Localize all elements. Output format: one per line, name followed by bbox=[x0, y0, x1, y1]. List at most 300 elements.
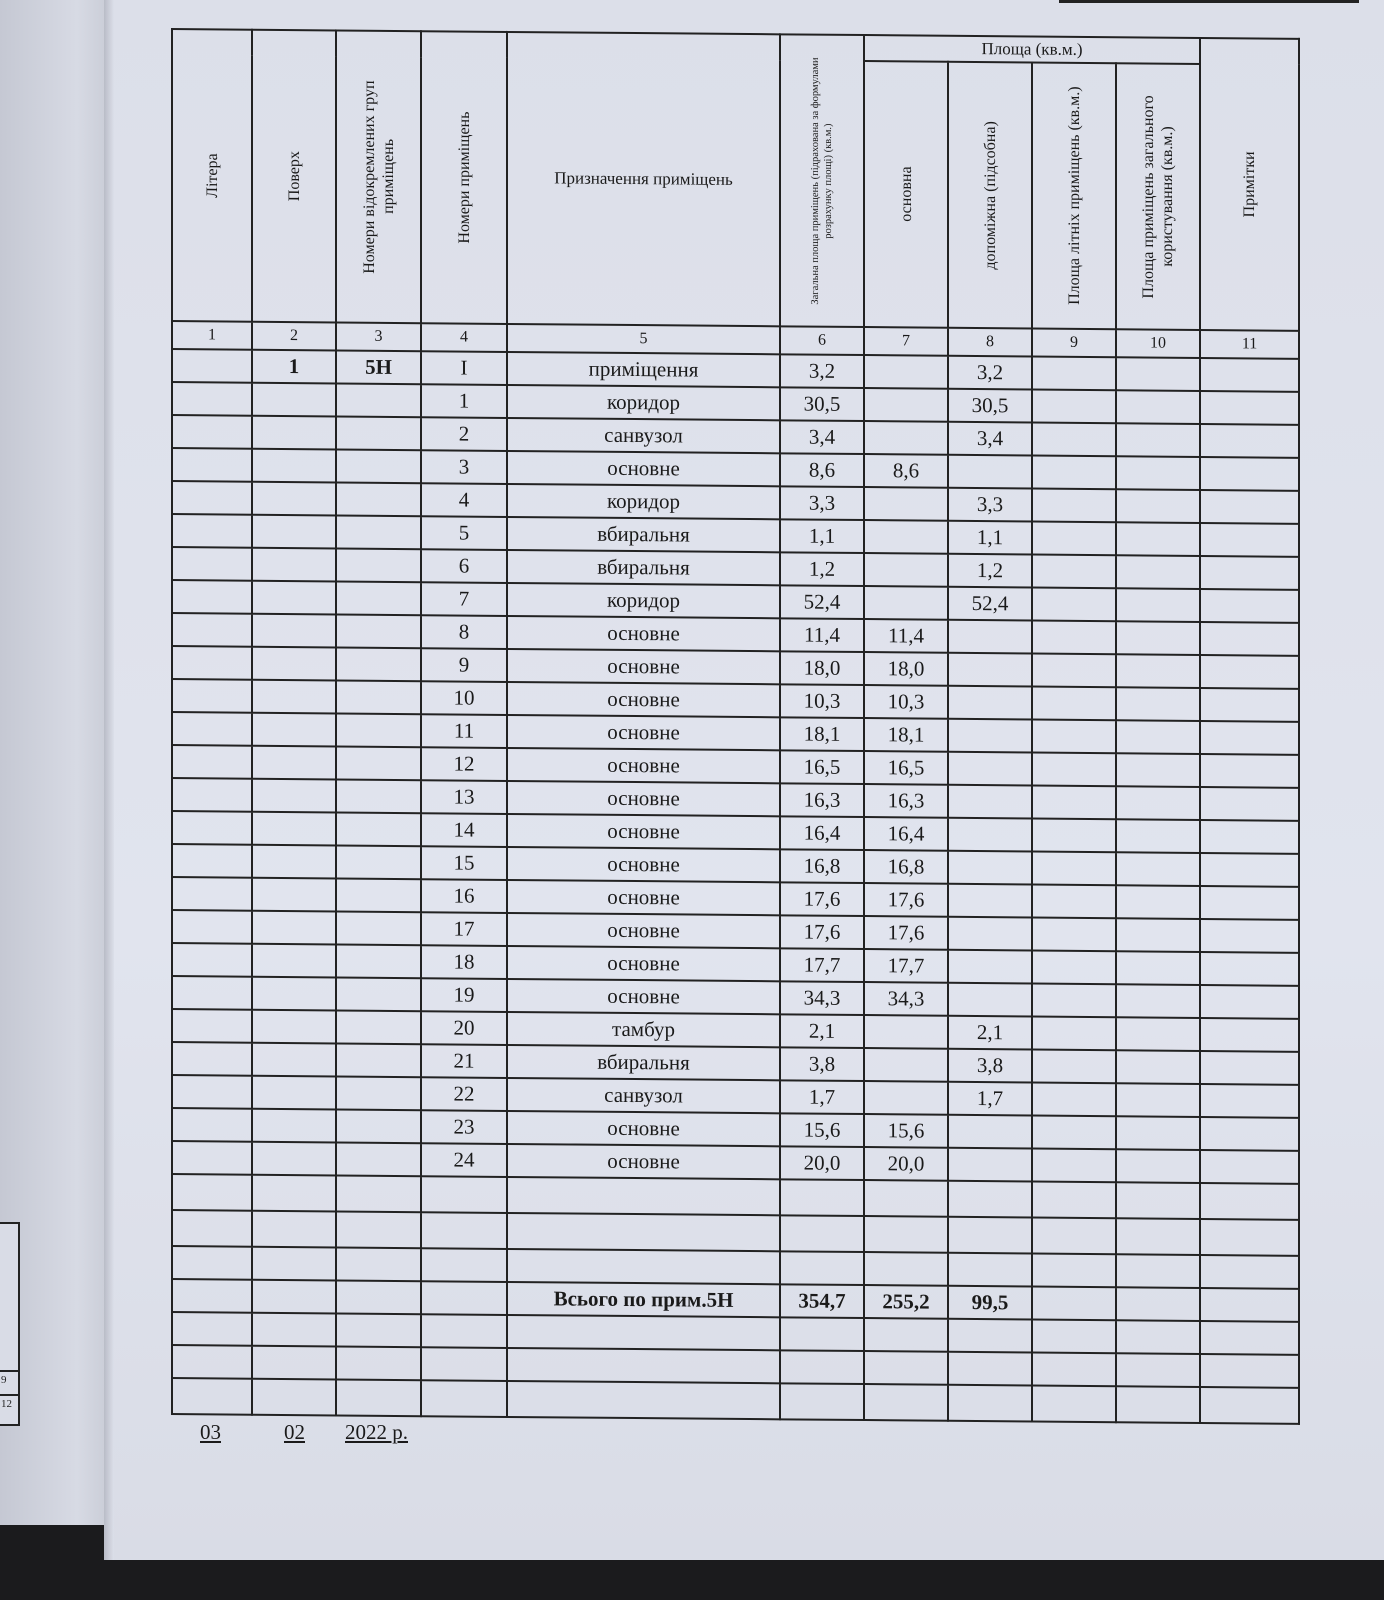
cell-empty bbox=[1032, 456, 1116, 490]
cell-litera bbox=[172, 1108, 252, 1142]
cell-group bbox=[336, 1010, 421, 1044]
cell-litera bbox=[172, 778, 252, 812]
cell-empty bbox=[1032, 819, 1116, 853]
cell-total-area: 3,8 bbox=[780, 1047, 864, 1081]
cell-total-area: 17,6 bbox=[780, 915, 864, 949]
cell-empty bbox=[1200, 952, 1299, 986]
cell-empty bbox=[1200, 556, 1299, 590]
cell-floor bbox=[252, 416, 336, 450]
cell-room-number: 9 bbox=[421, 648, 507, 682]
cell-total-area: 1,1 bbox=[780, 519, 864, 553]
total-area-value: 354,7 bbox=[780, 1284, 864, 1318]
column-number: 6 bbox=[780, 326, 864, 355]
cell-group bbox=[336, 911, 421, 945]
cell-purpose: санвузол bbox=[507, 418, 780, 453]
cell-purpose: основне bbox=[507, 1111, 780, 1146]
cell-room-number: 12 bbox=[421, 747, 507, 781]
cell-floor bbox=[252, 482, 336, 516]
cell-empty bbox=[1116, 1050, 1200, 1084]
cell-room-number: 1 bbox=[421, 384, 507, 418]
cell-purpose: основне bbox=[507, 715, 780, 750]
cell-empty bbox=[1200, 358, 1299, 392]
cell-group bbox=[336, 515, 421, 549]
header-area-group: Площа (кв.м.) bbox=[864, 35, 1200, 64]
cell-room-number: 4 bbox=[421, 483, 507, 517]
cell-room-number: 5 bbox=[421, 516, 507, 550]
cell-floor bbox=[252, 779, 336, 813]
cell-empty bbox=[1116, 390, 1200, 424]
column-number: 10 bbox=[1116, 329, 1200, 358]
cell-empty bbox=[1200, 886, 1299, 920]
cell-main-area bbox=[864, 388, 948, 422]
cell-floor bbox=[252, 548, 336, 582]
cell-purpose: основне bbox=[507, 913, 780, 948]
cell-litera bbox=[172, 415, 252, 449]
cell-total-area: 17,6 bbox=[780, 882, 864, 916]
cell-floor bbox=[252, 614, 336, 648]
cell-aux-area bbox=[948, 917, 1032, 951]
cell-empty bbox=[1200, 1018, 1299, 1052]
cell-group bbox=[336, 1109, 421, 1143]
cell-empty bbox=[1032, 390, 1116, 424]
cell-empty bbox=[1200, 1084, 1299, 1118]
cell-room-number: 8 bbox=[421, 615, 507, 649]
cell-purpose: коридор bbox=[507, 583, 780, 618]
cell-purpose: основне bbox=[507, 649, 780, 684]
cell-empty bbox=[1116, 456, 1200, 490]
header-litera: Літера bbox=[172, 29, 252, 322]
cell-total-area: 52,4 bbox=[780, 585, 864, 619]
cell-group bbox=[336, 713, 421, 747]
cell-floor bbox=[252, 680, 336, 714]
cell-room-number: 2 bbox=[421, 417, 507, 451]
cell-main-area: 16,8 bbox=[864, 850, 948, 884]
cell-group bbox=[336, 779, 421, 813]
room-explication-table bbox=[171, 28, 1298, 1425]
cell-aux-area bbox=[948, 785, 1032, 819]
cell-empty bbox=[1032, 1083, 1116, 1117]
cell-floor bbox=[252, 944, 336, 978]
cell-empty bbox=[1032, 1116, 1116, 1150]
left-fragment-number: 12 bbox=[1, 1398, 12, 1410]
cell-empty bbox=[1032, 720, 1116, 754]
column-number: 11 bbox=[1200, 330, 1299, 359]
cell-aux-area bbox=[948, 884, 1032, 918]
cell-litera bbox=[172, 1042, 252, 1076]
cell-empty bbox=[1200, 853, 1299, 887]
cell-empty bbox=[1200, 424, 1299, 458]
cell-empty bbox=[1116, 720, 1200, 754]
cell-litera bbox=[172, 613, 252, 647]
cell-empty bbox=[1116, 1116, 1200, 1150]
cell-purpose: основне bbox=[507, 979, 780, 1014]
cell-floor bbox=[252, 812, 336, 846]
cell-group bbox=[336, 449, 421, 483]
header-summer-area: Площа літніх приміщень (кв.м.) bbox=[1032, 63, 1116, 330]
cell-empty bbox=[1116, 786, 1200, 820]
date-month: 02 bbox=[284, 1420, 305, 1444]
cell-group bbox=[336, 878, 421, 912]
cell-main-area bbox=[864, 520, 948, 554]
cell-group bbox=[336, 845, 421, 879]
cell-total-area: 1,7 bbox=[780, 1080, 864, 1114]
cell-room-number: 3 bbox=[421, 450, 507, 484]
cell-purpose: основне bbox=[507, 880, 780, 915]
cell-aux-area: 3,4 bbox=[948, 422, 1032, 456]
cell-total-area: 8,6 bbox=[780, 453, 864, 487]
cell-aux-area bbox=[948, 818, 1032, 852]
cell-empty bbox=[1116, 555, 1200, 589]
cell-group bbox=[336, 944, 421, 978]
table-body bbox=[172, 349, 1299, 1184]
header-total-area: Загальна площа приміщень (підрахована за формулами розрахунку площі) (кв.м.) bbox=[780, 34, 864, 327]
cell-total-area: 16,4 bbox=[780, 816, 864, 850]
cell-room-number: 20 bbox=[421, 1011, 507, 1045]
cell-litera bbox=[172, 745, 252, 779]
cell-main-area: 11,4 bbox=[864, 619, 948, 653]
header-aux-area: допоміжна (підсобна) bbox=[948, 62, 1032, 329]
cell-purpose: основне bbox=[507, 451, 780, 486]
cell-main-area bbox=[864, 421, 948, 455]
cell-main-area bbox=[864, 586, 948, 620]
cell-litera bbox=[172, 1009, 252, 1043]
cell-floor bbox=[252, 515, 336, 549]
cell-empty bbox=[1032, 654, 1116, 688]
header-common-area: Площа приміщень загального користування (кв.м.) bbox=[1116, 63, 1200, 330]
column-number: 5 bbox=[507, 324, 780, 354]
cell-room-number: 16 bbox=[421, 879, 507, 913]
cell-empty bbox=[1200, 490, 1299, 524]
cell-empty bbox=[1200, 688, 1299, 722]
cell-floor bbox=[252, 713, 336, 747]
cell-group bbox=[336, 614, 421, 648]
cell-litera bbox=[172, 1075, 252, 1109]
cell-room-number: 10 bbox=[421, 681, 507, 715]
cell-litera bbox=[172, 448, 252, 482]
cell-purpose: основне bbox=[507, 682, 780, 717]
cell-empty bbox=[1116, 423, 1200, 457]
cell-floor bbox=[252, 1109, 336, 1143]
date-year: 2022 р. bbox=[345, 1420, 408, 1444]
cell-total-area: 15,6 bbox=[780, 1113, 864, 1147]
cell-floor bbox=[252, 647, 336, 681]
cell-litera bbox=[172, 481, 252, 515]
cell-floor bbox=[252, 1010, 336, 1044]
cell-total-area: 30,5 bbox=[780, 387, 864, 421]
cell-empty bbox=[1200, 985, 1299, 1019]
cell-total-area: 2,1 bbox=[780, 1014, 864, 1048]
cell-purpose: основне bbox=[507, 1144, 780, 1179]
cell-purpose: основне bbox=[507, 748, 780, 783]
column-number: 8 bbox=[948, 328, 1032, 357]
cell-main-area: 10,3 bbox=[864, 685, 948, 719]
cell-purpose: вбиральня bbox=[507, 1045, 780, 1080]
cell-empty bbox=[1032, 1017, 1116, 1051]
cell-main-area: 17,6 bbox=[864, 883, 948, 917]
cell-aux-area: 52,4 bbox=[948, 587, 1032, 621]
cell-empty bbox=[1116, 687, 1200, 721]
cell-empty bbox=[1032, 423, 1116, 457]
cell-floor bbox=[252, 1043, 336, 1077]
cell-total-area: 3,3 bbox=[780, 486, 864, 520]
cell-empty bbox=[1032, 357, 1116, 391]
cell-floor bbox=[252, 581, 336, 615]
cell-aux-area: 30,5 bbox=[948, 389, 1032, 423]
cell-litera bbox=[172, 943, 252, 977]
cell-empty bbox=[1200, 457, 1299, 491]
total-main-area-value: 255,2 bbox=[864, 1285, 948, 1319]
cell-empty bbox=[1200, 787, 1299, 821]
cell-aux-area bbox=[948, 653, 1032, 687]
header-purpose: Призначення приміщень bbox=[507, 32, 780, 326]
cell-litera bbox=[172, 811, 252, 845]
cell-empty bbox=[1116, 1149, 1200, 1183]
cell-litera bbox=[172, 646, 252, 680]
cell-room-number: 7 bbox=[421, 582, 507, 616]
cell-aux-area: 1,7 bbox=[948, 1082, 1032, 1116]
cell-litera bbox=[172, 877, 252, 911]
cell-aux-area: 1,1 bbox=[948, 521, 1032, 555]
column-number: 2 bbox=[252, 322, 336, 351]
cell-empty bbox=[1200, 523, 1299, 557]
cell-litera bbox=[172, 976, 252, 1010]
cell-empty bbox=[1116, 951, 1200, 985]
cell-room-number: 15 bbox=[421, 846, 507, 880]
cell-aux-area bbox=[948, 686, 1032, 720]
column-number: 9 bbox=[1032, 329, 1116, 358]
cell-empty bbox=[1200, 1051, 1299, 1085]
cell-aux-area: 3,8 bbox=[948, 1049, 1032, 1083]
cell-aux-area bbox=[948, 1148, 1032, 1182]
cell-purpose: основне bbox=[507, 946, 780, 981]
cell-empty bbox=[1116, 522, 1200, 556]
cell-room-number: 19 bbox=[421, 978, 507, 1012]
cell-empty bbox=[1200, 655, 1299, 689]
header-floor: Поверх bbox=[252, 30, 336, 323]
cell-room-number: 6 bbox=[421, 549, 507, 583]
cell-empty bbox=[1200, 622, 1299, 656]
cell-empty bbox=[1032, 687, 1116, 721]
cell-empty bbox=[1032, 852, 1116, 886]
cell-group bbox=[336, 746, 421, 780]
cell-room-number: 22 bbox=[421, 1077, 507, 1111]
cell-aux-area: 3,2 bbox=[948, 356, 1032, 390]
cell-empty bbox=[1116, 489, 1200, 523]
cell-empty bbox=[1200, 1150, 1299, 1184]
cell-litera bbox=[172, 382, 252, 416]
left-page-table-fragment bbox=[0, 1222, 20, 1426]
cell-main-area: 20,0 bbox=[864, 1147, 948, 1181]
cell-floor bbox=[252, 1076, 336, 1110]
cell-aux-area bbox=[948, 752, 1032, 786]
cell-total-area: 3,2 bbox=[780, 354, 864, 388]
cell-group bbox=[336, 1076, 421, 1110]
cell-empty bbox=[1116, 621, 1200, 655]
cell-aux-area bbox=[948, 719, 1032, 753]
column-number: 4 bbox=[421, 323, 507, 352]
cell-empty bbox=[1116, 1017, 1200, 1051]
cell-floor bbox=[252, 746, 336, 780]
cell-litera bbox=[172, 547, 252, 581]
cell-aux-area: 2,1 bbox=[948, 1016, 1032, 1050]
cell-main-area: 15,6 bbox=[864, 1114, 948, 1148]
cell-main-area bbox=[864, 487, 948, 521]
cell-aux-area bbox=[948, 851, 1032, 885]
cell-purpose: тамбур bbox=[507, 1012, 780, 1047]
cell-group bbox=[336, 1043, 421, 1077]
cell-total-area: 17,7 bbox=[780, 948, 864, 982]
cell-empty bbox=[1200, 754, 1299, 788]
cell-room-number: 24 bbox=[421, 1143, 507, 1177]
cell-litera bbox=[172, 580, 252, 614]
cell-empty bbox=[1032, 621, 1116, 655]
cell-main-area: 18,0 bbox=[864, 652, 948, 686]
cell-total-area: 34,3 bbox=[780, 981, 864, 1015]
cell-total-area: 20,0 bbox=[780, 1146, 864, 1180]
cell-main-area bbox=[864, 1081, 948, 1115]
cell-group bbox=[336, 647, 421, 681]
cell-group bbox=[336, 581, 421, 615]
cell-empty bbox=[1200, 1117, 1299, 1151]
cell-empty bbox=[1116, 1083, 1200, 1117]
cell-main-area bbox=[864, 553, 948, 587]
cell-empty bbox=[1116, 918, 1200, 952]
header-main-area: основна bbox=[864, 61, 948, 328]
cell-room-number: 14 bbox=[421, 813, 507, 847]
cell-empty bbox=[1116, 984, 1200, 1018]
cell-main-area: 16,4 bbox=[864, 817, 948, 851]
cell-empty bbox=[1032, 951, 1116, 985]
cell-main-area: 17,7 bbox=[864, 949, 948, 983]
column-number: 7 bbox=[864, 327, 948, 356]
cell-main-area bbox=[864, 1015, 948, 1049]
cell-empty bbox=[1116, 753, 1200, 787]
cell-empty bbox=[1200, 820, 1299, 854]
cell-room-number: 11 bbox=[421, 714, 507, 748]
left-fragment-number: 9 bbox=[1, 1374, 7, 1386]
cell-room-number: 23 bbox=[421, 1110, 507, 1144]
cell-main-area: 16,3 bbox=[864, 784, 948, 818]
cell-room-number: I bbox=[421, 351, 507, 385]
cell-aux-area: 3,3 bbox=[948, 488, 1032, 522]
cell-litera bbox=[172, 679, 252, 713]
cell-main-area: 17,6 bbox=[864, 916, 948, 950]
cell-total-area: 18,1 bbox=[780, 717, 864, 751]
cell-empty bbox=[1116, 885, 1200, 919]
cell-empty bbox=[1116, 588, 1200, 622]
cell-litera bbox=[172, 712, 252, 746]
cell-empty bbox=[1116, 357, 1200, 391]
cell-main-area: 34,3 bbox=[864, 982, 948, 1016]
cell-floor bbox=[252, 911, 336, 945]
cell-litera bbox=[172, 514, 252, 548]
cell-empty bbox=[1200, 919, 1299, 953]
cell-floor bbox=[252, 383, 336, 417]
cell-aux-area bbox=[948, 1115, 1032, 1149]
cell-purpose: коридор bbox=[507, 385, 780, 420]
cell-empty bbox=[1032, 522, 1116, 556]
cell-empty bbox=[1032, 588, 1116, 622]
cell-aux-area bbox=[948, 620, 1032, 654]
cell-empty bbox=[1200, 721, 1299, 755]
cell-purpose: вбиральня bbox=[507, 550, 780, 585]
cell-empty bbox=[1032, 918, 1116, 952]
cell-main-area bbox=[864, 1048, 948, 1082]
header-notes: Примітки bbox=[1200, 38, 1299, 331]
cell-total-area: 11,4 bbox=[780, 618, 864, 652]
cell-empty bbox=[1032, 885, 1116, 919]
cell-empty bbox=[1032, 753, 1116, 787]
cell-purpose: основне bbox=[507, 814, 780, 849]
cell-main-area: 8,6 bbox=[864, 454, 948, 488]
cell-litera bbox=[172, 349, 252, 383]
cell-main-area: 16,5 bbox=[864, 751, 948, 785]
cell-purpose: основне bbox=[507, 847, 780, 882]
cell-total-area: 3,4 bbox=[780, 420, 864, 454]
cell-floor bbox=[252, 1142, 336, 1176]
cell-empty bbox=[1116, 819, 1200, 853]
column-number: 3 bbox=[336, 322, 421, 351]
cell-group bbox=[336, 482, 421, 516]
cell-purpose: приміщення bbox=[507, 352, 780, 387]
cell-purpose: основне bbox=[507, 616, 780, 651]
cell-main-area: 18,1 bbox=[864, 718, 948, 752]
cell-empty bbox=[1032, 984, 1116, 1018]
header-group-numbers: Номери відокремлених груп приміщень bbox=[336, 30, 421, 323]
cell-aux-area bbox=[948, 983, 1032, 1017]
total-aux-area-value: 99,5 bbox=[948, 1286, 1032, 1320]
cell-group bbox=[336, 383, 421, 417]
cell-litera bbox=[172, 844, 252, 878]
cell-room-number: 17 bbox=[421, 912, 507, 946]
cell-empty bbox=[1032, 1050, 1116, 1084]
cell-group bbox=[336, 548, 421, 582]
cell-empty bbox=[1032, 1149, 1116, 1183]
cell-purpose: вбиральня bbox=[507, 517, 780, 552]
cell-group bbox=[336, 1142, 421, 1176]
cell-floor bbox=[252, 845, 336, 879]
cell-group: 5Н bbox=[336, 350, 421, 384]
date-day: 03 bbox=[200, 1420, 221, 1444]
cell-empty bbox=[1200, 589, 1299, 623]
cell-litera bbox=[172, 910, 252, 944]
cell-empty bbox=[1032, 489, 1116, 523]
cell-room-number: 13 bbox=[421, 780, 507, 814]
page-spine bbox=[104, 0, 114, 1560]
column-number: 1 bbox=[172, 321, 252, 350]
cell-floor bbox=[252, 878, 336, 912]
cell-floor: 1 bbox=[252, 350, 336, 384]
cell-empty bbox=[1032, 786, 1116, 820]
header-room-numbers: Номери приміщень bbox=[421, 31, 507, 324]
cell-total-area: 16,8 bbox=[780, 849, 864, 883]
cell-empty bbox=[1032, 555, 1116, 589]
cell-total-area: 18,0 bbox=[780, 651, 864, 685]
cell-group bbox=[336, 416, 421, 450]
cell-floor bbox=[252, 977, 336, 1011]
cell-purpose: коридор bbox=[507, 484, 780, 519]
cell-purpose: санвузол bbox=[507, 1078, 780, 1113]
cell-room-number: 18 bbox=[421, 945, 507, 979]
cell-main-area bbox=[864, 355, 948, 389]
cell-total-area: 1,2 bbox=[780, 552, 864, 586]
cell-floor bbox=[252, 449, 336, 483]
total-label: Всього по прим.5Н bbox=[507, 1282, 780, 1317]
cell-group bbox=[336, 812, 421, 846]
cell-aux-area bbox=[948, 950, 1032, 984]
top-edge-mark bbox=[1059, 0, 1359, 3]
cell-empty bbox=[1200, 391, 1299, 425]
